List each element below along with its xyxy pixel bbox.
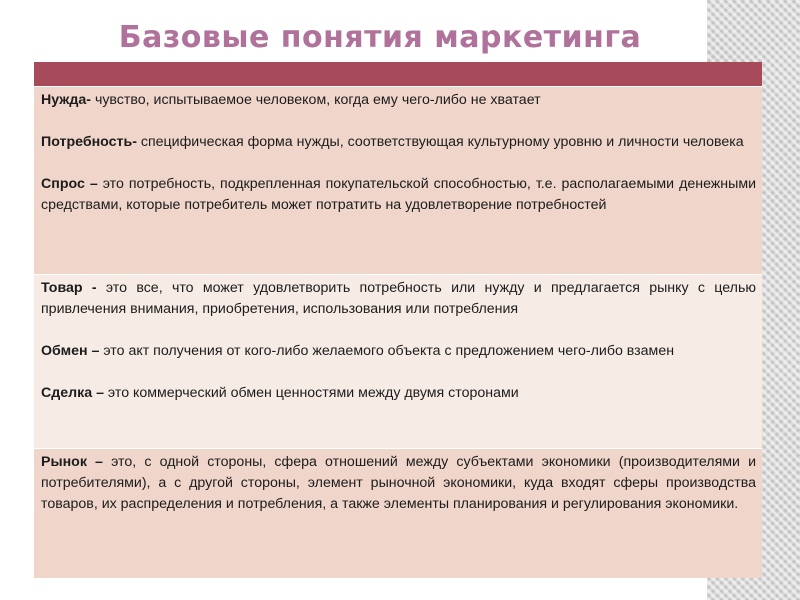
definition-text: это коммерческий обмен ценностями между двумя сторонами: [103, 385, 519, 401]
definition-product: [41, 278, 756, 320]
definition-need: [41, 90, 756, 111]
definition-text: это акт получения от кого-либо желаемого объекта с предложением чего-либо взамен: [99, 343, 675, 359]
definition-exchange: [41, 341, 756, 362]
term-label: Рынок –: [41, 454, 103, 470]
definition-market: [41, 452, 756, 515]
table-header-bar: [34, 62, 762, 86]
definition-deal: [41, 383, 756, 404]
term-label: Нужда-: [41, 92, 91, 108]
term-label: Сделка –: [41, 385, 104, 401]
table-row: [34, 86, 762, 274]
term-label: Обмен –: [41, 343, 100, 359]
definition-demand: [41, 174, 756, 216]
concepts-table: [34, 62, 762, 578]
definition-text: это все, что может удовлетворить потребность или нужду и предлагается рынку с целью привлечения внимания, приобретения, использования или потребления: [41, 280, 756, 317]
term-label: Спрос –: [41, 176, 98, 192]
table-row: [34, 274, 762, 448]
definition-text: чувство, испытываемое человеком, когда ему чего-либо не хватает: [91, 92, 541, 108]
slide-title: Базовые понятия маркетинга: [118, 20, 642, 55]
definition-text: специфическая форма нужды, соответствующая культурному уровню и личности человека: [136, 134, 744, 150]
definition-text: это потребность, подкрепленная покупательской способностью, т.е. располагаемыми денежными средствами, которые потребитель может потратить на удовлетворение потребностей: [41, 176, 757, 213]
definition-want: [41, 132, 756, 153]
term-label: Товар -: [41, 280, 97, 296]
table-row: [34, 448, 762, 578]
definition-text: это, с одной стороны, сфера отношений между субъектами экономики (производителями и потребителями), а с другой стороны, элемент рыночной экономики, куда входят сферы производства товаров, их распределения и потребления, а также элементы планирования и регулирования экономики.: [41, 454, 756, 512]
term-label: Потребность-: [41, 134, 137, 150]
